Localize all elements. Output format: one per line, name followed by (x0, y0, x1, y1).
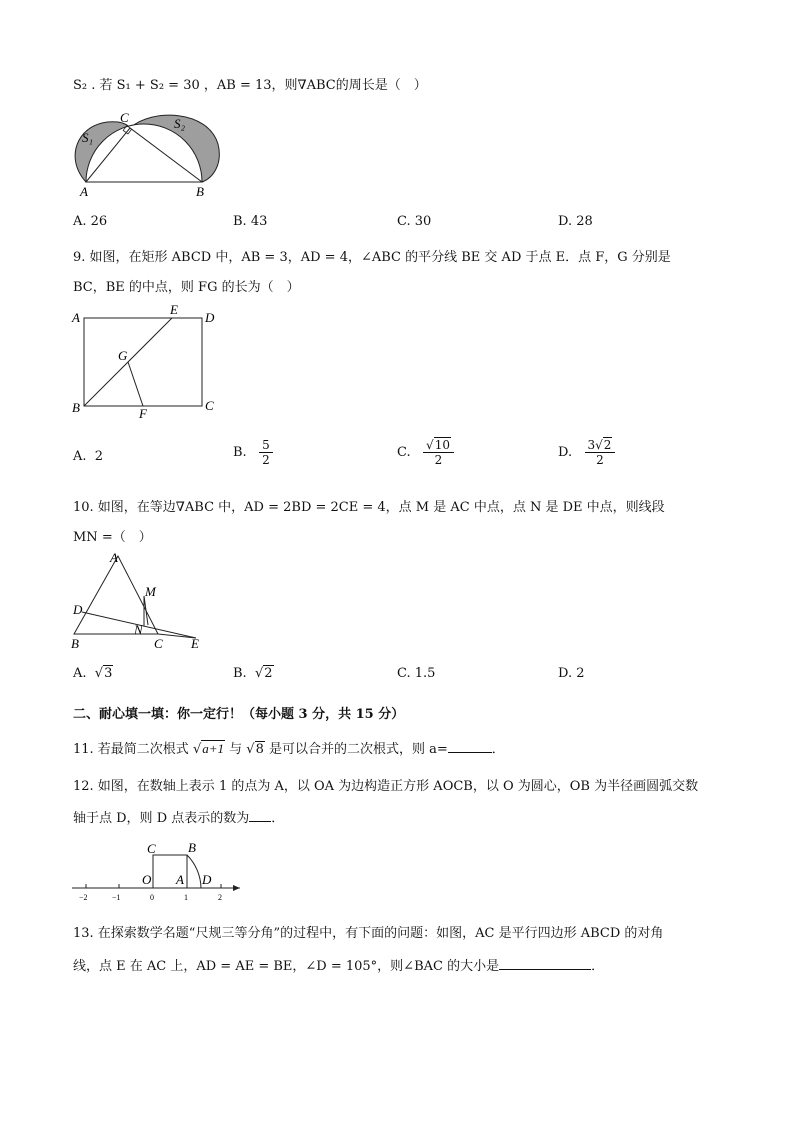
q9-figure (68, 304, 228, 422)
q9-label-c: C (205, 398, 214, 413)
q9-label-b: B (72, 400, 80, 415)
q10-option-c: C. 1.5 (397, 666, 436, 681)
q10-figure (68, 548, 218, 652)
q8-label-s1: S₁ (82, 130, 94, 145)
q12-label-d: D (202, 872, 212, 887)
q9-stem-line2: BC，BE 的中点，则 FG 的长为（ ） (73, 280, 300, 295)
q9-label-e: E (170, 304, 178, 317)
q10-label-m: M (145, 584, 156, 599)
q13-stem-line2: 线，点 E 在 AC 上，AD = AE = BE，∠D = 105°，则∠BAC 的大小是 ． (73, 959, 605, 974)
q9-option-d: D. $\frac{3√2}{2}$ (558, 438, 615, 467)
q12-tick-neg1: −1 (112, 893, 121, 902)
q10-option-b: B. √2 (233, 666, 273, 681)
q10-label-n: N (134, 622, 143, 637)
q13-answer-blank[interactable] (499, 957, 591, 970)
q13-stem-line1: 13. 在探索数学名题“尺规三等分角”的过程中，有下面的问题：如图，AC 是平行四边形 ABCD 的对角 (73, 926, 664, 941)
q10-option-a: A. √3 (73, 666, 113, 681)
q12-tick-0: 0 (150, 893, 154, 902)
q8-option-d: D. 28 (558, 214, 593, 229)
q9-label-g: G (118, 348, 128, 363)
q8-label-s2: S₂ (174, 116, 186, 131)
q8-label-b: B (196, 184, 204, 199)
q8-option-c: C. 30 (397, 214, 432, 229)
q10-label-e: E (191, 636, 199, 651)
q9-stem-line1: 9. 如图，在矩形 ABCD 中，AB = 3，AD = 4，∠ABC 的平分线 BE 交 AD 于点 E．点 F，G 分别是 (73, 250, 671, 265)
q9-option-c: C. $\frac{√10}{2}$ (397, 438, 454, 467)
q10-stem-line1: 10. 如图，在等边∇ABC 中，AD = 2BD = 2CE = 4，点 M 是 AC 中点，点 N 是 DE 中点，则线段 (73, 500, 665, 515)
q9-label-f: F (139, 406, 147, 421)
q12-tick-1: 1 (184, 893, 188, 902)
q8-label-a: A (80, 184, 88, 199)
q10-label-b: B (71, 636, 79, 651)
q9-option-b: B. $\frac{5}{2}$ (233, 438, 273, 467)
q8-figure (68, 104, 224, 200)
q8-stem: S₂ . 若 S₁ + S₂ = 30 ，AB = 13，则∇ABC的周长是（ ） (73, 78, 427, 93)
section-2-heading: 二、耐心填一填：你一定行！（每小题 3 分，共 15 分） (73, 707, 405, 722)
q10-stem-line2: MN =（ ） (73, 530, 152, 545)
q9-label-d: D (205, 310, 215, 325)
q9-label-a: A (72, 310, 80, 325)
q11-answer-blank[interactable] (448, 740, 492, 753)
q10-option-d: D. 2 (558, 666, 585, 681)
q12-label-a: A (176, 872, 184, 887)
q10-label-a: A (110, 550, 118, 565)
q9-option-a: A. 2 (73, 449, 104, 464)
q10-label-d: D (73, 602, 83, 617)
q8-option-a: A. 26 (73, 214, 108, 229)
q12-tick-neg2: −2 (79, 893, 88, 902)
q8-option-b: B. 43 (233, 214, 268, 229)
q12-stem-line2: 轴于点 D，则 D 点表示的数为 ． (73, 811, 285, 826)
q8-label-c: C (120, 110, 129, 125)
q12-label-c: C (147, 841, 156, 856)
q12-label-o: O (142, 872, 152, 887)
q12-answer-blank[interactable] (249, 809, 271, 822)
q10-label-c: C (154, 636, 163, 651)
q12-tick-2: 2 (218, 893, 222, 902)
q12-figure (68, 838, 248, 908)
q12-stem-line1: 12. 如图，在数轴上表示 1 的点为 A，以 OA 为边构造正方形 AOCB，以 O 为圆心，OB 为半径画圆弧交数 (73, 779, 699, 794)
q12-label-b: B (188, 840, 196, 855)
q11-stem: 11. 若最简二次根式 √a+1 与 √8 是可以合并的二次根式，则 a= ． (73, 741, 505, 757)
